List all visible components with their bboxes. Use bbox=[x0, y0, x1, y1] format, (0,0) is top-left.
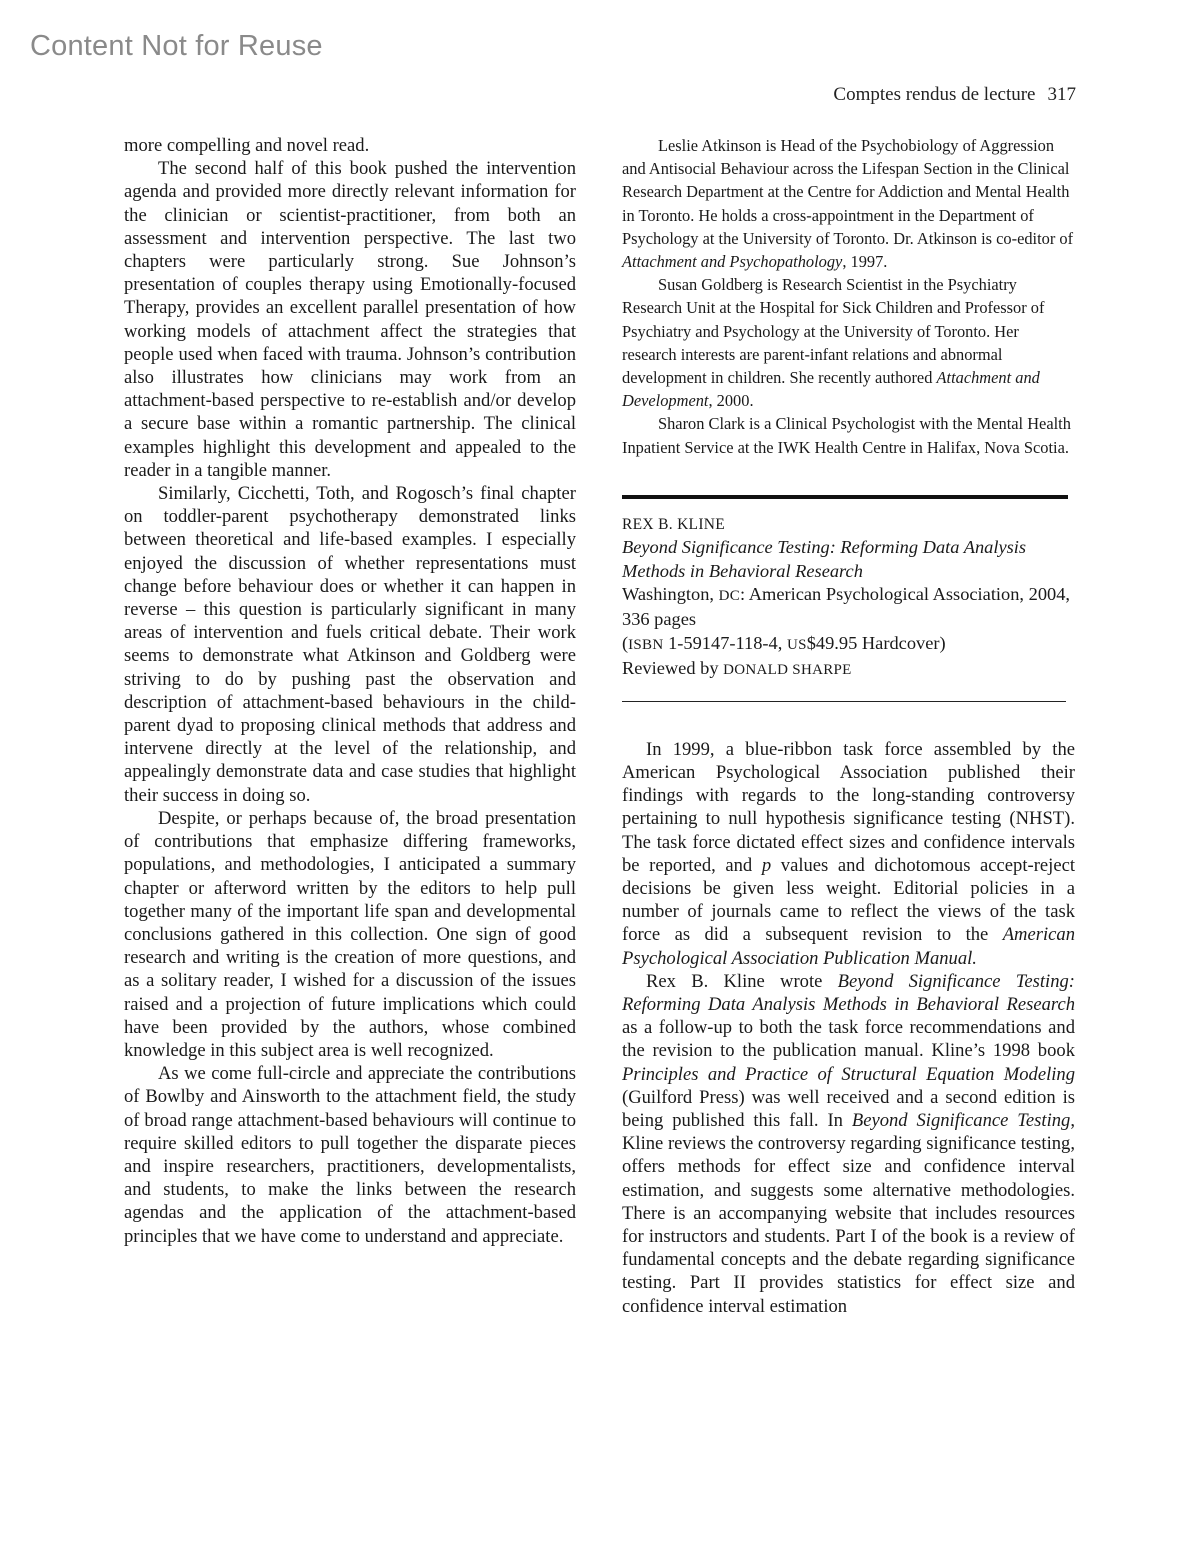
isbn-text: $49.95 Hardcover) bbox=[806, 632, 946, 653]
paragraph bbox=[622, 970, 1075, 1318]
symbol-p: p bbox=[761, 854, 772, 876]
paragraph: Similarly, Cicchetti, Toth, and Rogosch’s final chapter on toddler-parent psychotherapy demonstrated links between theoretical and life-based examples. I especially enjoyed the discussion of whether representations must change before behaviour does or whether it can happen in reverse – this question is particularly significant in many areas of intervention and fuels critical debate. Their work seems to demonstrate what Atkinson and Goldberg were striving to do by pushing past the observation and description of attachment-based behaviours in the child-parent dyad to proposing clinical methods that address and intervene directly at the level of the relationship, and appealingly demonstrate data and case studies that highlight their success in doing so. bbox=[124, 483, 576, 806]
paragraph: Despite, or perhaps because of, the broad presentation of contributions that emphasize differing frameworks, populations, and methodologies, I anticipated a summary chapter or afterword written by the editors to help pull together many of the important life span and developmental conclusions gathered in this collection. One sign of good research and writing is the creation of more questions, and as a solitary reader, I wished for a discussion of the issues raised and a projection of future implications which could have been provided by the authors, whose combined knowledge in this subject area is well recognized. bbox=[124, 807, 576, 1061]
book-title: Attachment and Development bbox=[622, 368, 1040, 411]
isbn-text: 1-59147-118-4, bbox=[663, 632, 787, 653]
review-author: REX B. KLINE bbox=[622, 515, 726, 533]
bio-text: Susan Goldberg is Research Scientist in the Psychiatry Research Unit at the Hospital for Sick Children and Professor of Psychiatry and Psychology at the University of Toronto. Her research interests are parent-infant relations and abnormal development in children. She recently authored bbox=[622, 275, 1045, 388]
reviewed-by-label: Reviewed by bbox=[622, 658, 724, 679]
paragraph: The second half of this book pushed the intervention agenda and provided more directly relevant information for the clinician or scientist-practitioner, from both an assessment and intervention perspective. The last two chapters were particularly strong. Sue Johnson’s presentation of couples therapy using Emotionally-focused Therapy, provides an excellent parallel presentation of how working models of attachment affect the strategies that people used when faced with trauma. Johnson’s contribution also illustrates how clinicians may work from an attachment-based perspective to re-establish and/or develop a secure base within a romantic partnership. The clinical examples highlight this development and appealed to the reader in a tangible manner. bbox=[124, 158, 576, 481]
bio-text: Leslie Atkinson is Head of the Psychobiology of Aggression and Antisocial Behaviour across the Lifespan Section in the Clinical Research Department at the Centre for Addiction and Mental Health in Toronto. He holds a cross-appointment in the Department of Psychology at the University of Toronto. Dr. Atkinson is co-editor of bbox=[622, 136, 1074, 248]
review-isbn bbox=[622, 632, 1075, 657]
paragraph: As we come full-circle and appreciate the contributions of Bowlby and Ainsworth to the attachment field, the study of broad range attachment-based behaviours will continue to require skilled editors to pull together the disparate pieces and inspire researchers, practitioners, developmentalists, and students, to make the links between the research agendas and the application of the attachment-based principles that we have come to understand and appreciate. bbox=[124, 1063, 576, 1247]
review-header bbox=[622, 513, 1075, 683]
running-head-title: Comptes rendus de lecture bbox=[833, 84, 1036, 105]
bio-goldberg bbox=[622, 273, 1075, 412]
paragraph: more compelling and novel read. bbox=[124, 135, 370, 156]
bio-atkinson bbox=[622, 134, 1075, 273]
section-divider-thin bbox=[622, 701, 1066, 702]
review-body bbox=[622, 738, 1075, 1318]
body-text: , Kline reviews the controversy regarding significance testing, offers methods for effect size and confidence interval estimation, and suggests some alternative methodologies. There is an accompanying website that includes resources for instructors and students. Part I of the book is a review of fundamental concepts and the debate regarding significance testing. Part II provides statistics for effect size and confidence interval estimation bbox=[622, 1109, 1075, 1317]
reviewer-name: DONALD SHARPE bbox=[723, 662, 852, 679]
review-book-title: Beyond Significance Testing: Reforming Data Analysis Methods in Behavioral Research bbox=[622, 537, 1027, 581]
watermark: Content Not for Reuse bbox=[30, 30, 323, 62]
reviewed-by bbox=[622, 657, 1075, 682]
contributor-bios bbox=[622, 134, 1075, 459]
body-text: Rex B. Kline wrote bbox=[646, 970, 838, 992]
paragraph bbox=[622, 738, 1075, 970]
body-text: values and dichotomous accept-reject decisions be given less weight. Editorial policies in a number of journals came to reflect the views of the task force as did a subsequent revision to the bbox=[622, 854, 1075, 946]
book-title: Beyond Significance Testing: Reforming Data Analysis Methods in Behavioral Research bbox=[622, 970, 1075, 1015]
running-head bbox=[833, 84, 1076, 106]
bio-clark: Sharon Clark is a Clinical Psychologist with the Mental Health Inpatient Service at the IWK Health Centre in Halifax, Nova Scotia. bbox=[622, 414, 1071, 457]
isbn-text: US bbox=[786, 636, 807, 653]
body-text: as a follow-up to both the task force recommendations and the revision to the publication manual. Kline’s 1998 book bbox=[622, 1017, 1075, 1062]
publisher-text: Washington, bbox=[622, 584, 719, 605]
left-column bbox=[124, 134, 576, 1248]
body-text: In 1999, a blue-ribbon task force assembled by the American Psychological Association published their findings with regards to the long-standing controversy pertaining to null hypothesis significance testing (NHST). The task force dictated effect sizes and confidence intervals be reported, and bbox=[622, 738, 1075, 876]
book-title: Principles and Practice of Structural Equation Modeling bbox=[622, 1063, 1075, 1085]
bio-text: , 1997. bbox=[842, 252, 888, 272]
right-column bbox=[622, 134, 1075, 1318]
bio-text: , 2000. bbox=[708, 391, 754, 411]
publisher-text: DC bbox=[718, 588, 741, 605]
manual-title: American Psychological Association Publication Manual. bbox=[622, 924, 1075, 969]
isbn-label: ISBN bbox=[628, 636, 664, 653]
section-divider-thick bbox=[622, 495, 1068, 499]
isbn-text: ( bbox=[622, 632, 629, 653]
book-title: Beyond Significance Testing bbox=[851, 1109, 1071, 1131]
body-text: (Guilford Press) was well received and a second edition is being published this fall. In bbox=[622, 1086, 1075, 1131]
publisher-text: : American Psychological Association, 2004, 336 pages bbox=[622, 584, 1071, 630]
page-number: 317 bbox=[1047, 84, 1076, 105]
review-publisher bbox=[622, 583, 1075, 632]
book-title: Attachment and Psychopathology bbox=[622, 252, 843, 272]
